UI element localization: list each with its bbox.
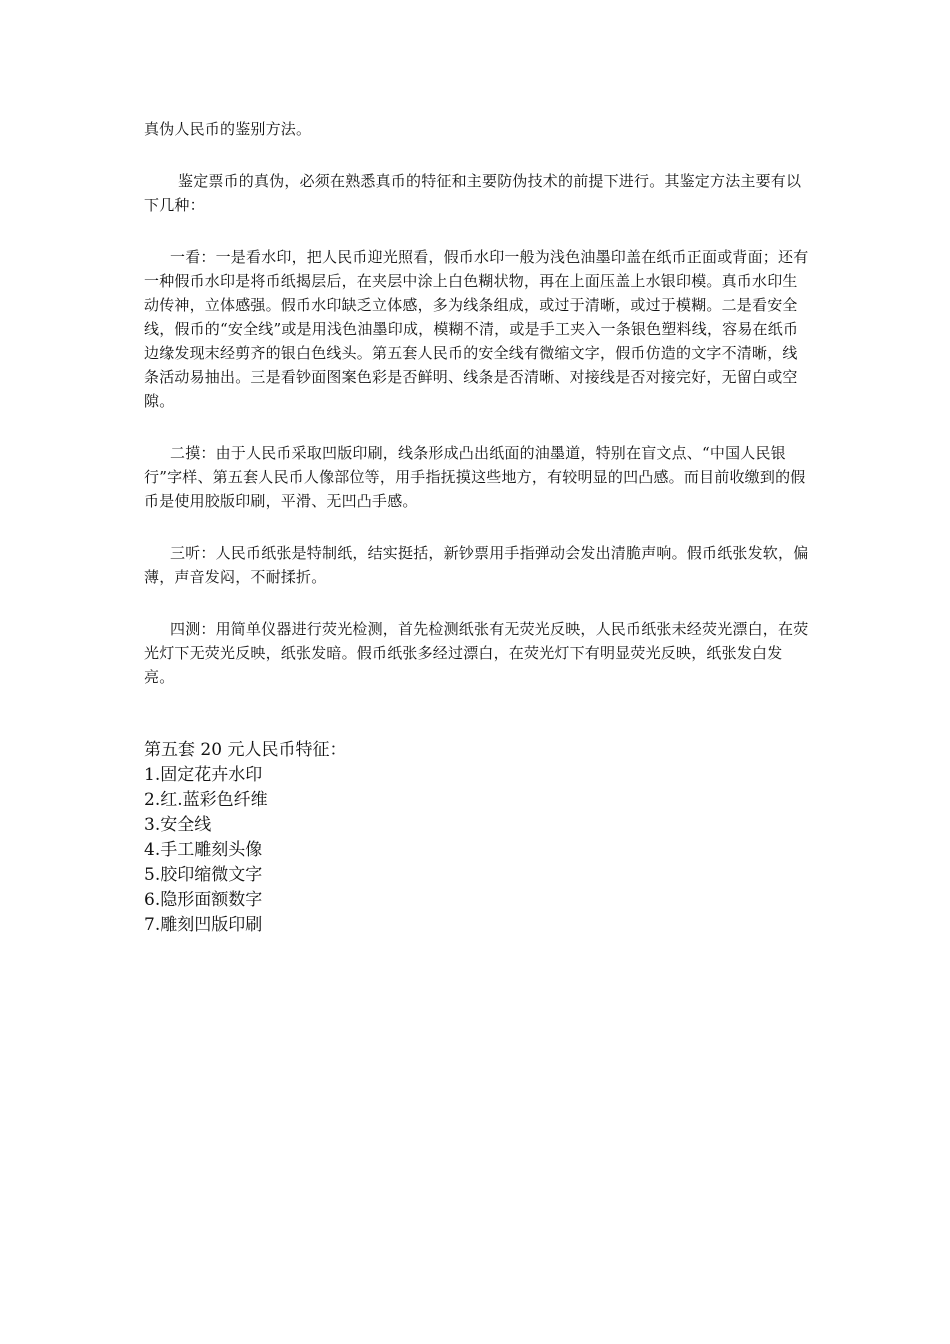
paragraph-listen: 三听：人民币纸张是特制纸，结实挺括，新钞票用手指弹动会发出清脆声响。假币纸张发软，偏薄，声音发闷，不耐揉折。 (144, 544, 809, 586)
document-title: 真伪人民币的鉴别方法。 (144, 120, 312, 138)
feature-item: 7.雕刻凹版印刷 (144, 915, 263, 935)
paragraph-touch: 二摸：由于人民币采取凹版印刷，线条形成凸出纸面的油墨道，特别在盲文点、“中国人民银行”字样、第五套人民币人像部位等，用手指抚摸这些地方，有较明显的凹凸感。而目前收缴到的假币是使用胶版印刷，平滑、无凹凸手感。 (144, 444, 806, 510)
feature-item: 4.手工雕刻头像 (144, 840, 263, 860)
intro-paragraph: 鉴定票币的真伪，必须在熟悉真币的特征和主要防伪技术的前提下进行。其鉴定方法主要有以下几种： (144, 172, 802, 214)
feature-item: 5.胶印缩微文字 (144, 865, 263, 885)
features-heading: 第五套 20 元人民币特征： (144, 740, 347, 760)
features-section (144, 738, 644, 938)
features-list (144, 763, 644, 938)
feature-item: 3.安全线 (144, 815, 212, 835)
feature-item: 1.固定花卉水印 (144, 765, 263, 785)
feature-item: 6.隐形面额数字 (144, 890, 263, 910)
paragraph-look: 一看：一是看水印，把人民币迎光照看，假币水印一般为浅色油墨印盖在纸币正面或背面；还有一种假币水印是将币纸揭层后，在夹层中涂上白色糊状物，再在上面压盖上水银印模。真币水印生动传神，立体感强。假币水印缺乏立体感，多为线条组成，或过于清晰，或过于模糊。二是看安全线，假币的“安全线”或是用浅色油墨印成，模糊不清，或是手工夹入一条银色塑料线，容易在纸币边缘发现末经剪齐的银白色线头。第五套人民币的安全线有微缩文字，假币仿造的文字不清晰，线条活动易抽出。三是看钞面图案色彩是否鲜明、线条是否清晰、对接线是否对接完好，无留白或空隙。 (144, 248, 809, 410)
paragraph-test: 四测：用简单仪器进行荧光检测，首先检测纸张有无荧光反映，人民币纸张未经荧光漂白，在荧光灯下无荧光反映，纸张发暗。假币纸张多经过漂白，在荧光灯下有明显荧光反映，纸张发白发亮。 (144, 620, 809, 686)
feature-item: 2.红.蓝彩色纤维 (144, 790, 268, 810)
